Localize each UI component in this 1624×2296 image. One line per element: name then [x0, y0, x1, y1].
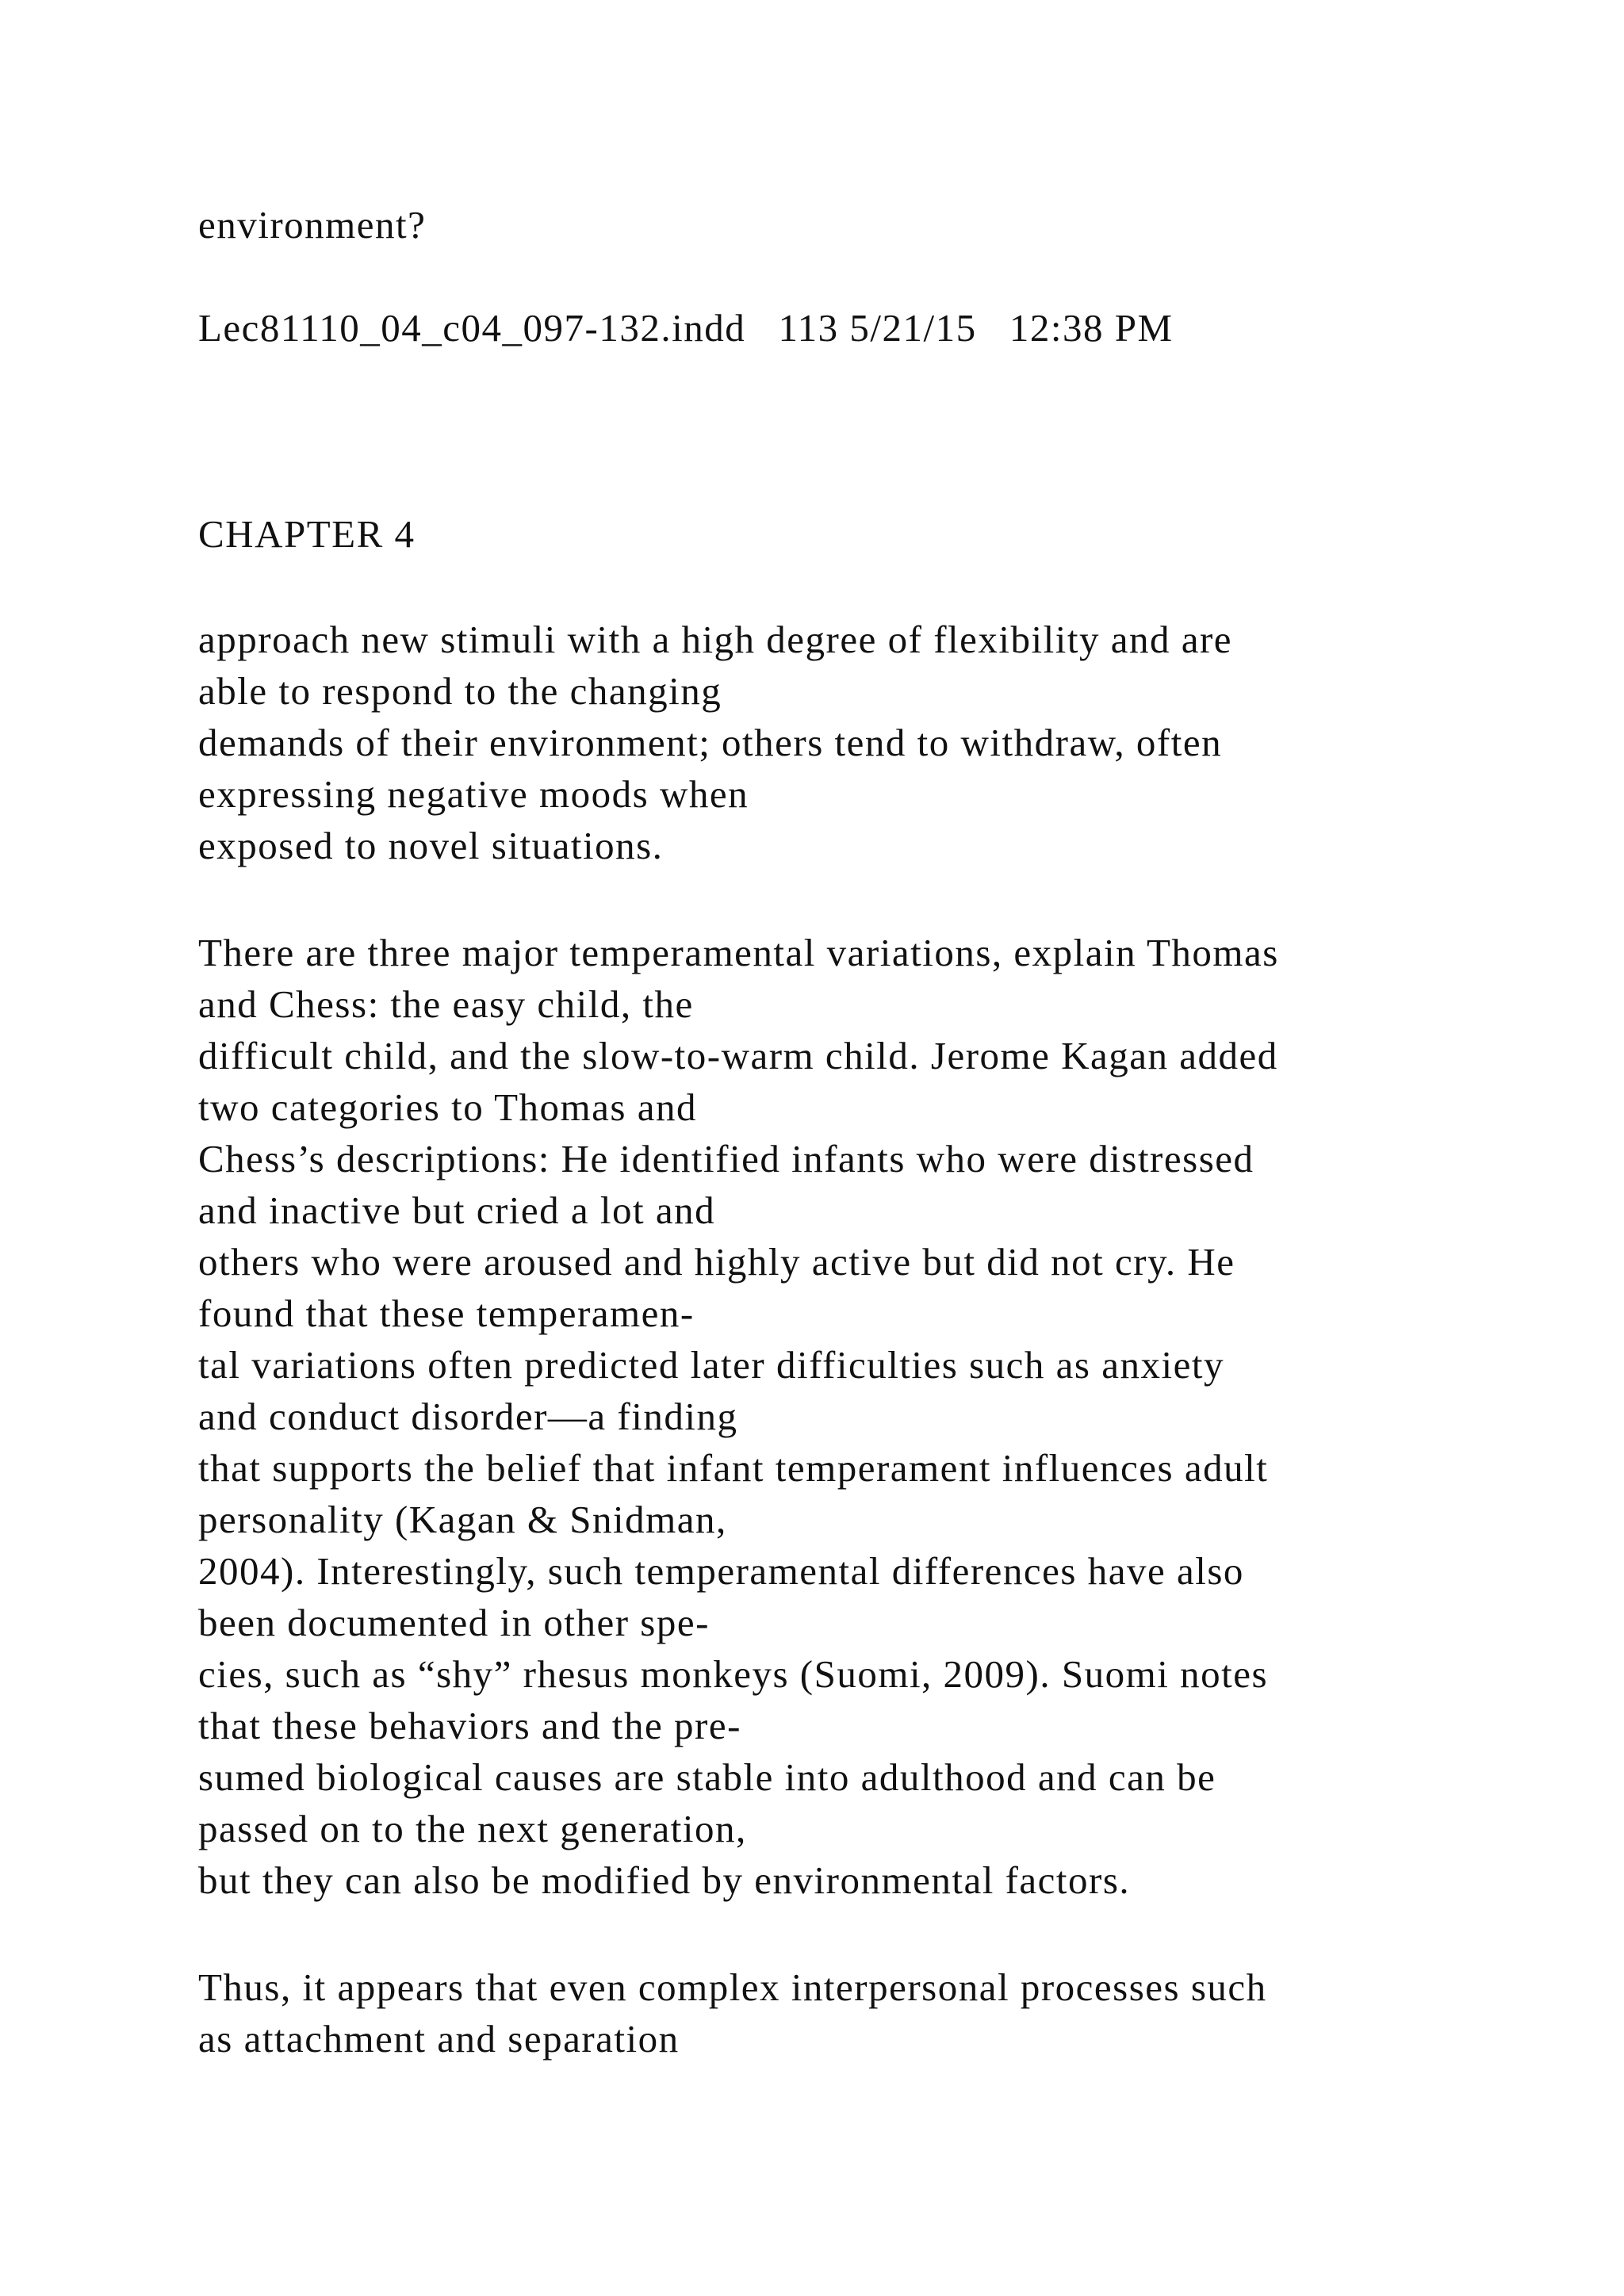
text-line: and conduct disorder—a finding — [198, 1395, 738, 1438]
text-line: 2004). Interestingly, such temperamental differences have also — [198, 1549, 1244, 1593]
text-line: There are three major temperamental variations, explain Thomas — [198, 931, 1279, 974]
text-line: demands of their environment; others tend to withdraw, often — [198, 721, 1223, 764]
top-text-fragment — [198, 199, 1610, 251]
text-line: CHAPTER 4 — [198, 512, 416, 556]
text-line: two categories to Thomas and — [198, 1085, 697, 1129]
text-line: difficult child, and the slow-to-warm child. Jerome Kagan added — [198, 1034, 1278, 1077]
text-line: personality (Kagan & Snidman, — [198, 1498, 727, 1541]
text-line: others who were aroused and highly active but did not cry. He — [198, 1240, 1235, 1284]
text-line: but they can also be modified by environmental factors. — [198, 1858, 1131, 1902]
text-line: Lec81110_04_c04_097-132.indd 113 5/21/15 12:38 PM — [198, 306, 1174, 350]
text-line: found that these temperamen- — [198, 1292, 695, 1335]
text-line: and inactive but cried a lot and — [198, 1188, 716, 1232]
text-line: tal variations often predicted later difficulties such as anxiety — [198, 1343, 1224, 1387]
text-line: that these behaviors and the pre- — [198, 1704, 741, 1747]
text-line: environment? — [198, 203, 427, 247]
text-line: able to respond to the changing — [198, 669, 722, 713]
text-line: that supports the belief that infant temperament influences adult — [198, 1446, 1269, 1490]
text-line: cies, such as “shy” rhesus monkeys (Suomi, 2009). Suomi notes — [198, 1652, 1269, 1696]
text-line: expressing negative moods when — [198, 772, 749, 816]
text-line: approach new stimuli with a high degree of flexibility and are — [198, 618, 1233, 661]
text-line: as attachment and separation — [198, 2017, 680, 2061]
chapter-heading — [198, 508, 1610, 560]
paragraph-1 — [198, 614, 1610, 871]
file-slug-line — [198, 302, 1610, 354]
text-line: passed on to the next generation, — [198, 1807, 747, 1850]
paragraph-3 — [198, 1961, 1610, 2064]
text-line: Thus, it appears that even complex interpersonal processes such — [198, 1965, 1267, 2009]
text-line: and Chess: the easy child, the — [198, 982, 694, 1026]
text-line: exposed to novel situations. — [198, 824, 664, 867]
text-line: sumed biological causes are stable into adulthood and can be — [198, 1755, 1216, 1799]
text-line: been documented in other spe- — [198, 1601, 710, 1644]
text-line: Chess’s descriptions: He identified infants who were distressed — [198, 1137, 1254, 1181]
paragraph-2 — [198, 927, 1610, 1906]
